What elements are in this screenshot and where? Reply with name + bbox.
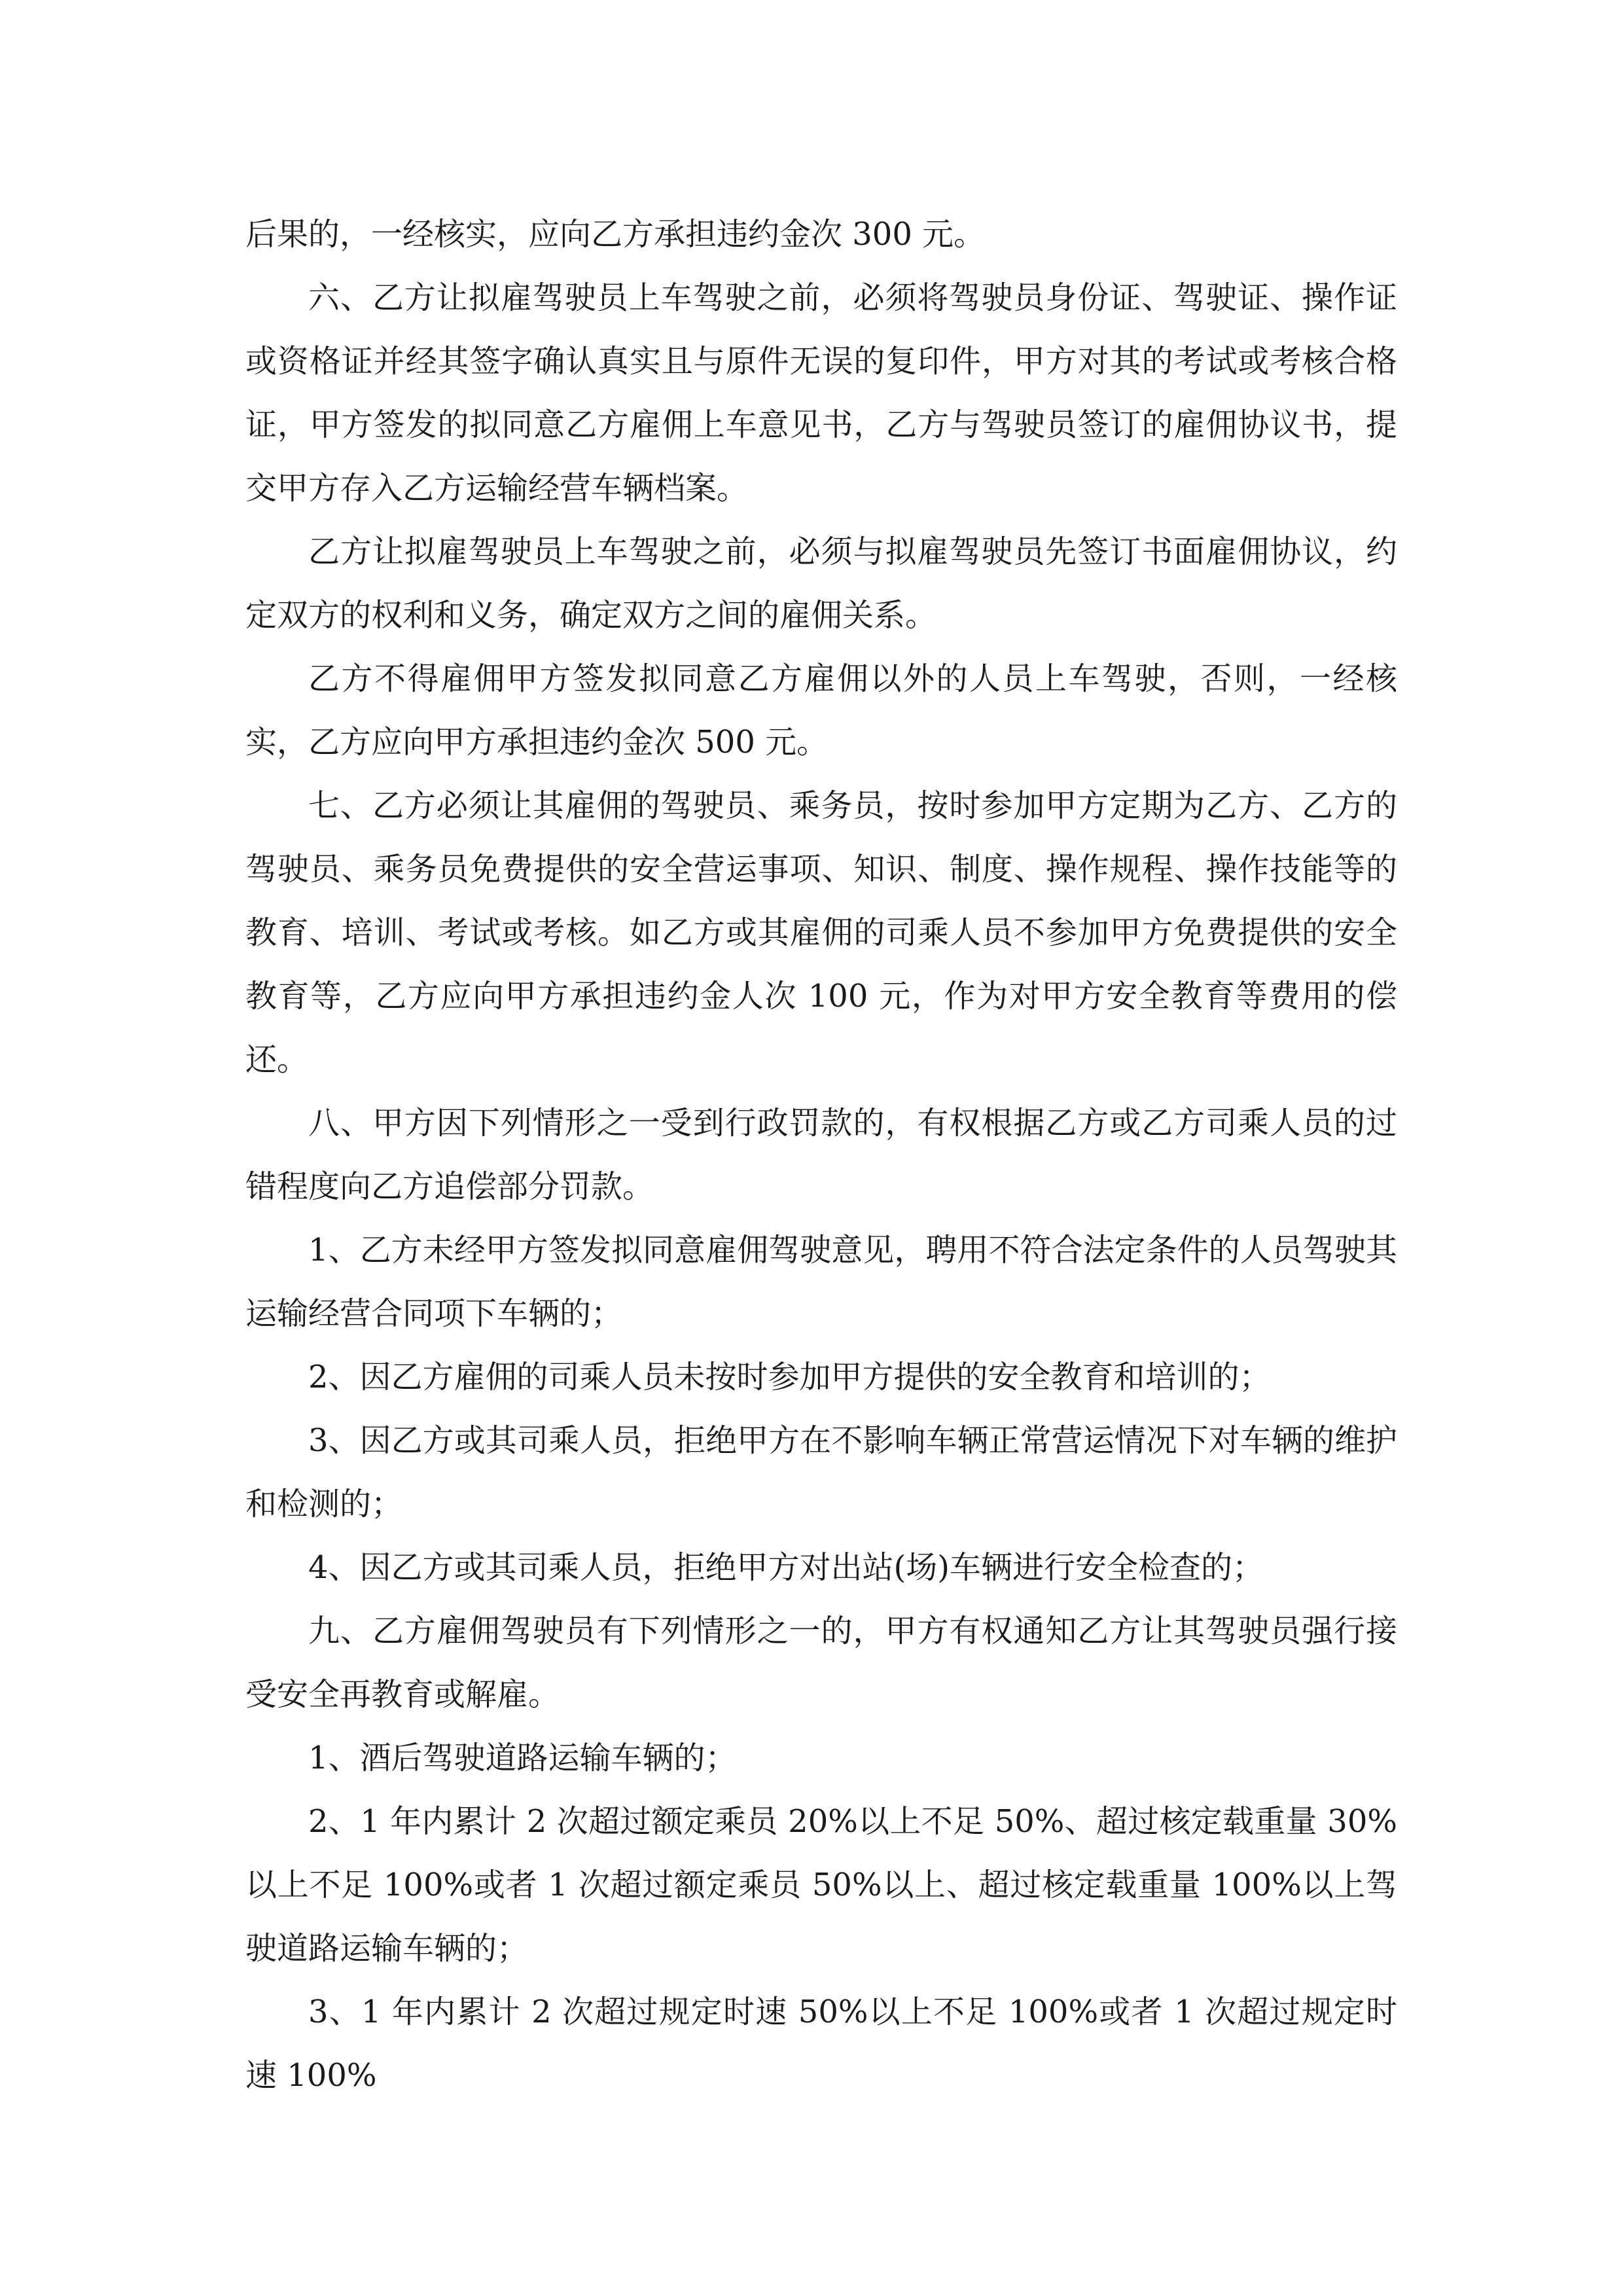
paragraph-continuation: 后果的，一经核实，应向乙方承担违约金次 300 元。 [245, 216, 986, 253]
paragraph-clause-9-item-2: 2、1 年内累计 2 次超过额定乘员 20%以上不足 50%、超过核定载重量 30%以上不足 100%或者 1 次超过额定乘员 50%以上、超过核定载重量 100%以上驾驶道路运输车辆的； [245, 1803, 1397, 1967]
paragraph-clause-8: 八、甲方因下列情形之一受到行政罚款的，有权根据乙方或乙方司乘人员的过错程度向乙方追偿部分罚款。 [245, 1105, 1397, 1205]
paragraph-clause-9: 九、乙方雇佣驾驶员有下列情形之一的，甲方有权通知乙方让其驾驶员强行接受安全再教育或解雇。 [245, 1613, 1397, 1713]
paragraph-clause-9-item-3: 3、1 年内累计 2 次超过规定时速 50%以上不足 100%或者 1 次超过规定时速 100% [245, 1994, 1397, 2094]
paragraph-clause-8-item-4: 4、因乙方或其司乘人员，拒绝甲方对出站(场)车辆进行安全检查的； [308, 1549, 1264, 1586]
paragraph-clause-6-agreement: 乙方让拟雇驾驶员上车驾驶之前，必须与拟雇驾驶员先签订书面雇佣协议，约定双方的权利和义务，确定双方之间的雇佣关系。 [245, 533, 1397, 634]
paragraph-clause-6-penalty: 乙方不得雇佣甲方签发拟同意乙方雇佣以外的人员上车驾驶，否则，一经核实，乙方应向甲方承担违约金次 500 元。 [245, 660, 1397, 761]
paragraph-clause-8-item-1: 1、乙方未经甲方签发拟同意雇佣驾驶意见，聘用不符合法定条件的人员驾驶其运输经营合同项下车辆的； [245, 1232, 1397, 1332]
paragraph-clause-7: 七、乙方必须让其雇佣的驾驶员、乘务员，按时参加甲方定期为乙方、乙方的驾驶员、乘务员免费提供的安全营运事项、知识、制度、操作规程、操作技能等的教育、培训、考试或考核。如乙方或其雇佣的司乘人员不参加甲方免费提供的安全教育等，乙方应向甲方承担违约金人次 100 元，作为对甲方安全教育等费用的偿还。 [245, 787, 1397, 1078]
paragraph-clause-8-item-2: 2、因乙方雇佣的司乘人员未按时参加甲方提供的安全教育和培训的； [308, 1359, 1271, 1395]
paragraph-clause-9-item-1: 1、酒后驾驶道路运输车辆的； [308, 1740, 737, 1776]
document-body [245, 203, 1397, 2108]
paragraph-clause-6: 六、乙方让拟雇驾驶员上车驾驶之前，必须将驾驶员身份证、驾驶证、操作证或资格证并经其签字确认真实且与原件无误的复印件，甲方对其的考试或考核合格证，甲方签发的拟同意乙方雇佣上车意见书，乙方与驾驶员签订的雇佣协议书，提交甲方存入乙方运输经营车辆档案。 [245, 279, 1397, 507]
paragraph-clause-8-item-3: 3、因乙方或其司乘人员，拒绝甲方在不影响车辆正常营运情况下对车辆的维护和检测的； [245, 1422, 1397, 1522]
